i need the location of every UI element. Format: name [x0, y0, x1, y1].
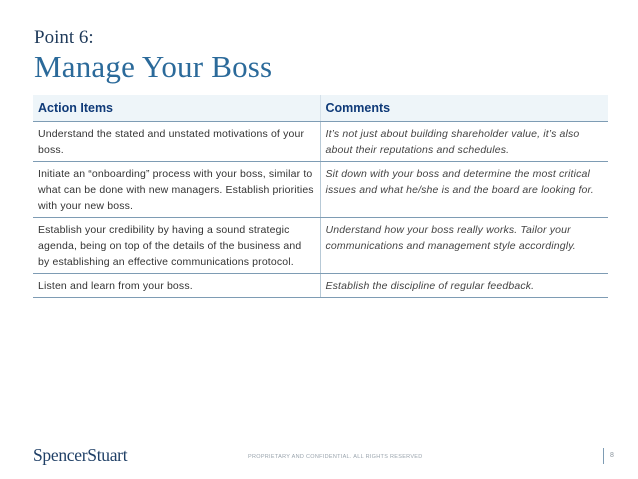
- spencerstuart-logo: SpencerStuart: [33, 445, 128, 465]
- header-comments: Comments: [320, 95, 608, 121]
- page-number: 8: [610, 452, 614, 459]
- table-row: [33, 161, 608, 217]
- action-item-cell: Establish your credibility by having a sound strategic agenda, being on top of the details of the business and by establishing an effective communications protocol.: [33, 217, 320, 273]
- footer-divider: [603, 448, 604, 464]
- action-item-cell: Initiate an “onboarding” process with your boss, similar to what can be done with new managers. Establish priorities with your new boss.: [33, 161, 320, 217]
- action-item-cell: Listen and learn from your boss.: [33, 273, 320, 297]
- table-row: [33, 217, 608, 273]
- point-label: Point 6:: [34, 27, 94, 48]
- table-row: [33, 121, 608, 161]
- comment-cell: Establish the discipline of regular feedback.: [320, 273, 608, 297]
- action-item-cell: Understand the stated and unstated motivations of your boss.: [33, 121, 320, 161]
- action-items-table: [33, 95, 608, 298]
- slide-title: Manage Your Boss: [34, 49, 273, 84]
- header-action-items: Action Items: [33, 95, 320, 121]
- confidentiality-note: PROPRIETARY AND CONFIDENTIAL. ALL RIGHTS RESERVED: [248, 454, 423, 460]
- comment-cell: It’s not just about building shareholder value, it’s also about their reputations and schedules.: [320, 121, 608, 161]
- comment-cell: Understand how your boss really works. Tailor your communications and management style accordingly.: [320, 217, 608, 273]
- comment-cell: Sit down with your boss and determine the most critical issues and what he/she is and the board are looking for.: [320, 161, 608, 217]
- table-header-row: [33, 95, 608, 121]
- table-row: [33, 273, 608, 297]
